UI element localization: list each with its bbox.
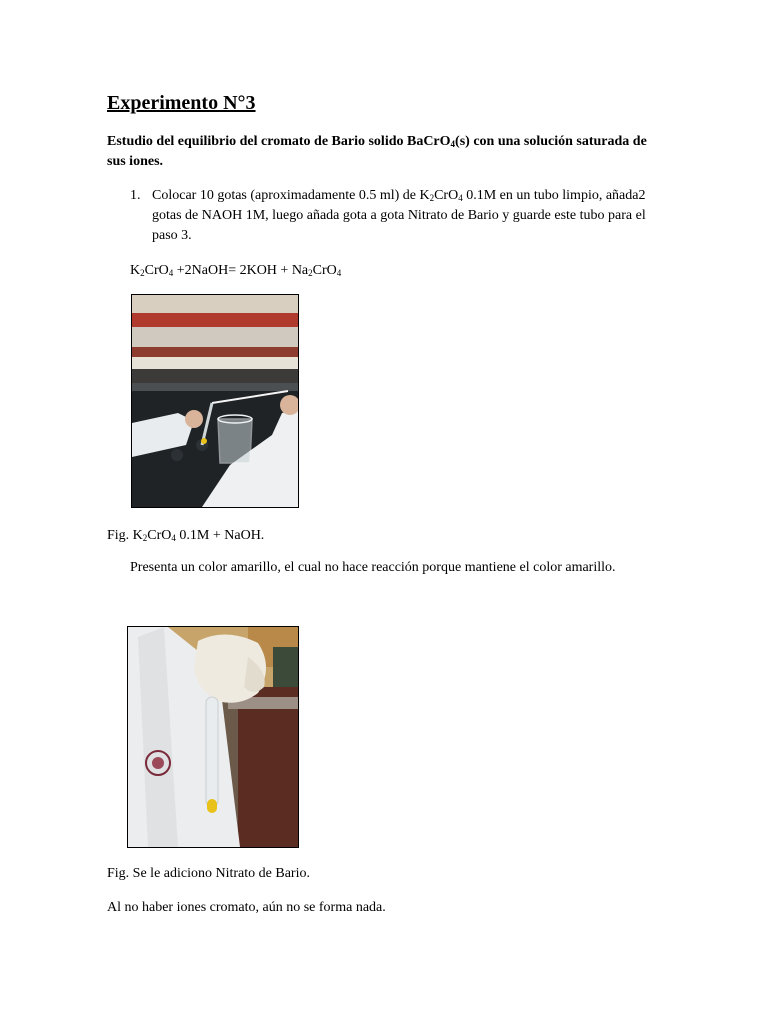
step-text-1: Colocar 10 gotas (aproximadamente 0.5 ml) de K bbox=[152, 188, 430, 203]
eq-sub-3: 2 bbox=[308, 268, 313, 278]
step-1-text bbox=[152, 186, 672, 246]
lab-photo-test-tube-gloved-hand bbox=[127, 626, 299, 848]
eq-sub-4: 4 bbox=[336, 268, 342, 278]
eq-text-4: CrO bbox=[312, 263, 337, 278]
fig1-text-3: 0.1M + NaOH. bbox=[175, 528, 265, 543]
page-title: Experimento N°3 bbox=[107, 92, 256, 114]
fig1-text-1: Fig. K bbox=[107, 528, 143, 543]
step-number: 1. bbox=[130, 188, 141, 203]
step-sub-2: 4 bbox=[458, 193, 463, 203]
step-text-3: 0.1M en un tubo limpio, añada2 gotas de NAOH 1M, luego añada gota a gota Nitrato de Bario y guarde este tubo para el paso 3. bbox=[152, 188, 646, 243]
eq-text-2: CrO bbox=[144, 263, 169, 278]
fig1-sub-1: 2 bbox=[142, 533, 148, 543]
fig1-text-2: CrO bbox=[147, 528, 172, 543]
chemical-equation bbox=[130, 261, 341, 281]
figure-2-caption: Fig. Se le adiciono Nitrato de Bario. bbox=[107, 866, 310, 881]
experiment-subtitle bbox=[107, 132, 647, 172]
fig1-sub-2: 4 bbox=[171, 533, 176, 543]
observation-1: Presenta un color amarillo, el cual no hace reacción porque mantiene el color amarillo. bbox=[130, 560, 616, 575]
eq-text-3: +2NaOH= 2KOH + Na bbox=[173, 263, 309, 278]
step-text-2: CrO bbox=[434, 188, 459, 203]
subtitle-text-2: (s) con una solución saturada de sus iones. bbox=[107, 134, 647, 169]
subtitle-subscript: 4 bbox=[450, 139, 456, 149]
eq-sub-2: 4 bbox=[168, 268, 174, 278]
observation-2: Al no haber iones cromato, aún no se forma nada. bbox=[107, 900, 386, 915]
lab-photo-pipette-beaker bbox=[131, 294, 299, 508]
figure-1-caption bbox=[107, 526, 264, 546]
subtitle-text-1: Estudio del equilibrio del cromato de Bario solido BaCrO bbox=[107, 134, 451, 149]
eq-text-1: K bbox=[130, 263, 141, 278]
eq-sub-1: 2 bbox=[140, 268, 145, 278]
step-sub-1: 2 bbox=[429, 193, 435, 203]
